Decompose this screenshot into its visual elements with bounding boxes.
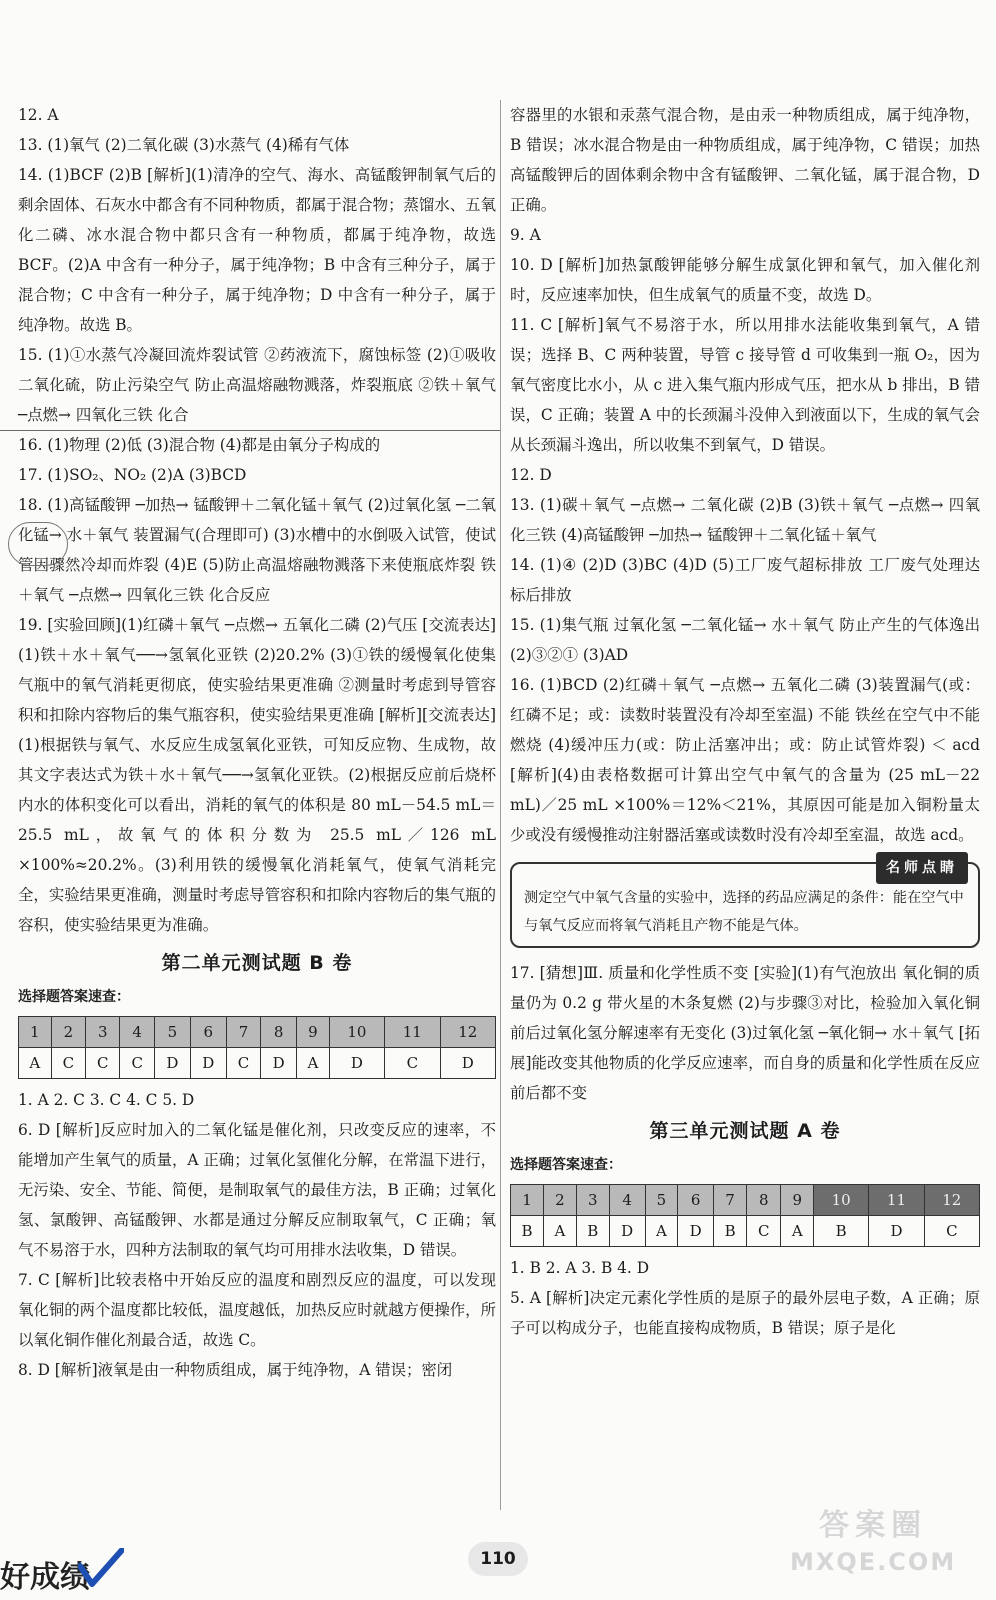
question-number: 4 (120, 1017, 154, 1048)
watermark-url: MXQE.COM (790, 1548, 957, 1576)
answer-item: 7. C [解析]比较表格中开始反应的温度和剧烈反应的温度，可以发现氧化铜的两个温度都比较低，温度越低，加热反应时就越方便操作，所以氧化铜作催化剂最合适，故选 C。 (18, 1271, 496, 1349)
answer-cell: C (385, 1048, 440, 1079)
answer-cell: B (814, 1216, 869, 1247)
answer-item: 15. (1)①水蒸气冷凝回流炸裂试管 ②药液流下，腐蚀标签 (2)①吸收二氧化硫，防止污染空气 防止高温熔融物溅落，炸裂瓶底 ②铁＋氧气 ─点燃→ 四氧化三铁 化合 (18, 346, 496, 424)
answer-item: 18. (1)高锰酸钾 ─加热→ 锰酸钾＋二氧化锰＋氧气 (2)过氧化氢 ─二氧化锰→ 水＋氧气 装置漏气(合理即可) (3)水槽中的水倒吸入试管，使试管因骤然冷却而炸裂 (4)E (5)防止高温熔融物溅落下来使瓶底炸裂 铁＋氧气 ─点燃→ 四氧化三铁 化合反应 (18, 496, 496, 604)
question-number: 9 (297, 1017, 330, 1048)
answer-item: 1. B 2. A 3. B 4. D (510, 1259, 650, 1277)
answer-item: 19. [实验回顾](1)红磷＋氧气 ─点燃→ 五氧化二磷 (2)气压 [交流表达](1)铁＋水＋氧气──→氢氧化亚铁 (2)20.2% (3)①铁的缓慢氧化使集气瓶中的氧气消耗更彻底，使实验结果更准确 ②测量时考虑到导管容积和扣除内容物后的集气瓶容积，使实验结果更准确 [解析][交流表达](1)根据铁与氧气、水反应生成氢氧化亚铁，可知反应物、生成物，故其文字表达式为铁＋水＋氧气──→氢氧化亚铁。(2)根据反应前后烧杯内水的体积变化可以看出，消耗的氧气的体积是 80 mL－54.5 mL＝25.5 mL，故氧气的体积分数为 25.5 mL／126 mL ×100%≈20.2%。(3)利用铁的缓慢氧化消耗氧气，使氧气消耗完全，实验结果更准确，测量时考虑导管容积和扣除内容物后的集气瓶的容积，使实验结果更为准确。 (18, 616, 496, 934)
question-number: 5 (645, 1185, 678, 1216)
section-title-unit2-b: 第二单元测试题 B 卷 (161, 952, 353, 974)
answer-item: 12. D (510, 466, 552, 484)
answer-item: 6. D [解析]反应时加入的二氧化锰是催化剂，只改变反应的速率，不能增加产生氧气的质量，A 正确；过氧化氢催化分解，在常温下进行，无污染、安全、节能、简便，是制取氧气的最佳方法，B 正确；过氧化氢、氯酸钾、高锰酸钾、水都是通过分解反应制取氧气，C 正确；氧气不易溶于水，四种方法制取的氧气均可用排水法收集，D 错误。 (18, 1121, 496, 1259)
answer-cell: B (511, 1216, 544, 1247)
question-number: 6 (678, 1185, 714, 1216)
question-number: 12 (440, 1017, 495, 1048)
question-number: 3 (576, 1185, 609, 1216)
question-number: 10 (814, 1185, 869, 1216)
answer-cell: D (678, 1216, 714, 1247)
question-number: 2 (51, 1017, 85, 1048)
answer-item: 10. D [解析]加热氯酸钾能够分解生成氯化钾和氧气，加入催化剂时，反应速率加快，但生成氧气的质量不变，故选 D。 (510, 256, 980, 304)
answer-item: 1. A 2. C 3. C 4. C 5. D (18, 1091, 195, 1109)
answer-item: 9. A (510, 226, 541, 244)
answer-item: 容器里的水银和汞蒸气混合物，是由汞一种物质组成，属于纯净物，B 错误；冰水混合物是由一种物质组成，属于纯净物，C 错误；加热高锰酸钾后的固体剩余物中含有锰酸钾、二氧化锰，属于混合物，D 正确。 (510, 106, 980, 214)
answer-cell: A (297, 1048, 330, 1079)
watermark-text: 答案圈 (819, 1508, 928, 1543)
question-number: 1 (511, 1185, 544, 1216)
answer-cell: D (154, 1048, 190, 1079)
question-number: 5 (154, 1017, 190, 1048)
speed-check-label: 选择题答案速查： (510, 1157, 622, 1173)
answer-item: 13. (1)碳＋氧气 ─点燃→ 二氧化碳 (2)B (3)铁＋氧气 ─点燃→ 四氧化三铁 (4)高锰酸钾 ─加热→ 锰酸钾＋二氧化锰＋氧气 (510, 496, 980, 544)
answer-cell: A (781, 1216, 814, 1247)
answer-cell: B (714, 1216, 747, 1247)
watermark (790, 1508, 956, 1580)
question-number: 9 (781, 1185, 814, 1216)
question-number: 7 (226, 1017, 260, 1048)
question-number: 1 (19, 1017, 52, 1048)
answer-item: 14. (1)BCF (2)B [解析](1)清净的空气、海水、高锰酸钾制氧气后的剩余固体、石灰水中都含有不同种物质，都属于混合物；蒸馏水、五氧化二磷、冰水混合物中都只含有一种物质，都属于纯净物，故选 BCF。(2)A 中含有一种分子，属于纯净物；B 中含有三种分子，属于混合物；C 中含有一种分子，属于纯净物；D 中含有一种分子，属于纯净物。故选 B。 (18, 166, 496, 334)
answer-item: 12. A (18, 106, 59, 124)
answer-table-unit3-a (510, 1184, 980, 1247)
teacher-tip-box (510, 862, 980, 948)
right-column (510, 100, 980, 1343)
answer-item: 13. (1)氧气 (2)二氧化碳 (3)水蒸气 (4)稀有气体 (18, 136, 350, 154)
answer-item: 16. (1)BCD (2)红磷＋氧气 ─点燃→ 五氧化二磷 (3)装置漏气(或：红磷不足；或：读数时装置没有冷却至室温) 不能 铁丝在空气中不能燃烧 (4)缓冲压力(或：防止活塞冲出；或：防止试管炸裂) ＜ acd [解析](4)由表格数据可计算出空气中氧气的含量为 (25 mL－22 mL)／25 mL ×100%＝12%＜21%，其原因可能是加入铜粉量太少或没有缓慢推动注射器活塞或读数时没有冷却至室温，故选 acd。 (510, 676, 980, 844)
left-column (18, 100, 496, 1385)
answer-cell: D (329, 1048, 384, 1079)
answer-item: 17. [猜想]Ⅲ. 质量和化学性质不变 [实验](1)有气泡放出 氧化铜的质量仍为 0.2 g 带火星的木条复燃 (2)与步骤③对比，检验加入氧化铜前后过氧化氢分解速率有无变化 (3)过氧化氢 ─氧化铜→ 水＋氧气 [拓展]能改变其他物质的化学反应速率，而自身的质量和化学性质在反应前后都不变 (510, 964, 980, 1102)
answer-cell: C (120, 1048, 154, 1079)
teacher-tip-text: 测定空气中氧气含量的实验中，选择的药品应满足的条件：能在空气中与氧气反应而将氧气消耗且产物不能是气体。 (524, 890, 964, 934)
question-number: 12 (924, 1185, 979, 1216)
section-title-unit3-a: 第三单元测试题 A 卷 (649, 1120, 841, 1142)
question-number: 3 (86, 1017, 120, 1048)
answer-item: 11. C [解析]氧气不易溶于水，所以用排水法能收集到氧气，A 错误；选择 B、C 两种装置，导管 c 接导管 d 可收集到一瓶 O₂，因为氧气密度比水小，从 c 进入集气瓶内形成气压，把水从 b 排出，B 错误，C 正确；装置 A 中的长颈漏斗没伸入到液面以下，生成的氧气会从长颈漏斗逸出，所以收集不到氧气，D 错误。 (510, 316, 980, 454)
answer-item: 15. (1)集气瓶 过氧化氢 ─二氧化锰→ 水＋氧气 防止产生的气体逸出 (2)③②① (3)AD (510, 616, 980, 664)
checkmark-icon (78, 1548, 124, 1588)
horizontal-rule (0, 430, 500, 431)
question-number: 2 (544, 1185, 577, 1216)
answer-cell: B (576, 1216, 609, 1247)
answer-item: 17. (1)SO₂、NO₂ (2)A (3)BCD (18, 466, 247, 484)
answer-cell: D (609, 1216, 645, 1247)
answer-cell: D (440, 1048, 495, 1079)
question-number: 11 (869, 1185, 924, 1216)
answer-cell: C (226, 1048, 260, 1079)
question-number: 10 (329, 1017, 384, 1048)
brand-logo: 好成绩 (0, 1560, 90, 1595)
question-number: 6 (190, 1017, 226, 1048)
question-number: 4 (609, 1185, 645, 1216)
page-number: 110 (468, 1542, 528, 1576)
answer-cell: C (747, 1216, 781, 1247)
ink-stamp (8, 522, 68, 566)
answer-item: 16. (1)物理 (2)低 (3)混合物 (4)都是由氧分子构成的 (18, 436, 381, 454)
answer-cell: D (261, 1048, 297, 1079)
question-number: 8 (747, 1185, 781, 1216)
answer-item: 8. D [解析]液氧是由一种物质组成，属于纯净物，A 错误；密闭 (18, 1361, 453, 1379)
question-number: 11 (385, 1017, 440, 1048)
answer-cell: C (86, 1048, 120, 1079)
speed-check-label: 选择题答案速查： (18, 989, 130, 1005)
answer-cell: C (924, 1216, 979, 1247)
answer-item: 5. A [解析]决定元素化学性质的是原子的最外层电子数，A 正确；原子可以构成分子，也能直接构成物质，B 错误；原子是化 (510, 1289, 980, 1337)
question-number: 7 (714, 1185, 747, 1216)
answer-cell: C (51, 1048, 85, 1079)
answer-cell: A (645, 1216, 678, 1247)
answer-cell: A (544, 1216, 577, 1247)
column-divider (500, 100, 501, 1510)
answer-cell: A (19, 1048, 52, 1079)
answer-table-unit2-b (18, 1016, 496, 1079)
question-number: 8 (261, 1017, 297, 1048)
teacher-tip-tag: 名师点睛 (876, 852, 968, 884)
answer-item: 14. (1)④ (2)D (3)BC (4)D (5)工厂废气超标排放 工厂废气处理达标后排放 (510, 556, 980, 604)
answer-cell: D (869, 1216, 924, 1247)
answer-cell: D (190, 1048, 226, 1079)
